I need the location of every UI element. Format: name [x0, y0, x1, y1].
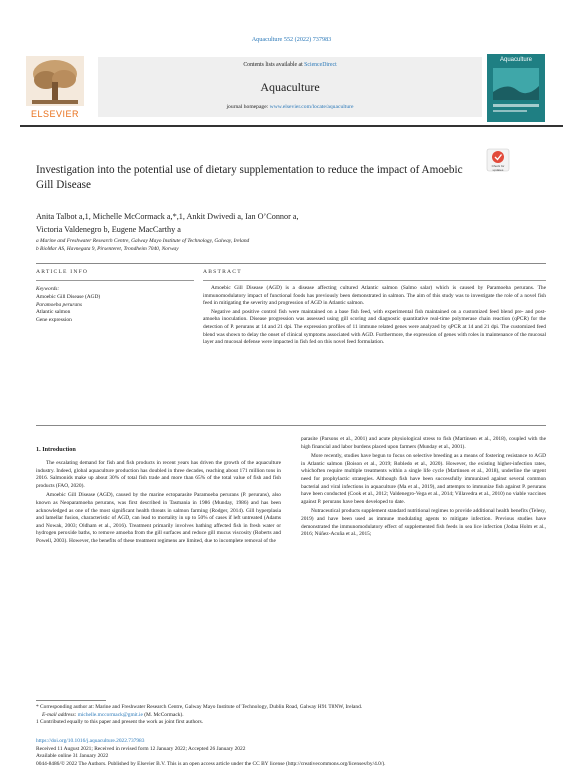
- introduction-heading: 1. Introduction: [36, 446, 76, 453]
- authors-line-2: Victoria Valdenegro b, Eugene MacCarthy a: [36, 225, 181, 234]
- email-link[interactable]: michelle.mccormack@gmit.ie: [77, 711, 143, 718]
- article-title: Investigation into the potential use of dietary supplementation to reduce the impact of Amoebic Gill Disease: [36, 164, 463, 191]
- keyword-item: Gene expression: [36, 316, 72, 323]
- abstract-body: [203, 285, 546, 348]
- check-for-updates-badge[interactable]: [486, 148, 510, 172]
- body-column-right: [301, 436, 546, 541]
- received-dates: Received 11 August 2021; Received in revised form 12 January 2022; Accepted 26 January 2022: [36, 745, 246, 752]
- elsevier-logo: [22, 54, 88, 122]
- keyword-item: Atlantic salmon: [36, 309, 71, 316]
- email-suffix: (M. McCormack).: [142, 711, 184, 718]
- journal-reference[interactable]: Aquaculture 552 (2022) 737983: [251, 36, 332, 43]
- body-column-left: [36, 460, 281, 548]
- intro-paragraph: More recently, studies have begun to focus on selective breeding as a means of fostering resistance to AGD in Atlantic salmon (Boison et al., 2019; Robledo et al., 2020). However, the existing higher-infection rates, whichoften require multiple treatments within a single life cycle (Martinsen et al., 2018), underline the urgent need for prophylactic strategies. Although fish have been successfully immunized against several common bacterial and viral infections in aquaculture (Ma et al., 2019), and attempts to immunize fish against P. perurans have been conducted (Cook et al., 2012; Valdenegro-Vega et al., 2014; Villavedra et al., 2010) no viable vaccines against P. perurans have been developed to date.: [301, 453, 546, 505]
- corresponding-author-note: * Corresponding author at: Marine and Freshwater Research Centre, Galway Mayo Institute of Technology, Dublin Road, Galway H91 T8NW, Ireland.: [36, 704, 363, 710]
- intro-paragraph: parasite (Parsons et al., 2001) and acute physiological stress to fish (Martinsen et al., 2018), coupled with the high financial and labor burdens placed upon farmers (Munday et al., 2001).: [301, 436, 546, 450]
- contents-line: [98, 62, 482, 68]
- affiliation-a: a Marine and Freshwater Research Centre, Galway Mayo Institute of Technology, Galway, Ireland: [36, 238, 250, 244]
- cover-title: Aquaculture: [499, 57, 533, 63]
- sciencedirect-link[interactable]: ScienceDirect: [304, 62, 337, 68]
- homepage-prefix: journal homepage:: [226, 104, 270, 110]
- affiliation-b: b BioMar AS, Havnegata 9, Pirsenteret, Trondheim 7040, Norway: [36, 245, 179, 252]
- keyword-item: Amoebic Gill Disease (AGD): [36, 294, 101, 300]
- cover-art-icon: [487, 54, 545, 122]
- journal-homepage: [98, 104, 482, 110]
- keyword-item: Paramoeba perurans: [36, 301, 82, 308]
- keywords-list: [36, 294, 194, 324]
- available-online: Available online 31 January 2022: [36, 753, 109, 760]
- abstract-paragraph-2: Negative and positive control fish were maintained on a base fish feed, with experimental fish maintained on a customized feed blend pre- and post-amoeba inoculation. Disease progression was assessed using gill scoring and diagnostic quantitative real-time polymerase chain reaction (qPCR) for the detection of P. perurans at 14 and 21 dpi. The expression profiles of 11 immune related genes were analyzed by qPCR at 14 and 21 dpi. The customized feed blend was shown to delay the onset of clinical symptoms associated with AGD. Furthermore, the expression of genes with roles in maintenance of the mucosal layer and mucosal defense were impacted in fish fed on this novel feed formulation.: [203, 308, 546, 346]
- header-divider: [20, 125, 563, 127]
- abstract-end-divider: [36, 425, 546, 426]
- authors-line-1: Anita Talbot a,1, Michelle McCormack a,*,1, Ankit Dwivedi a, Ian O’Connor a,: [36, 212, 299, 221]
- author-list: [36, 210, 506, 236]
- doi-link[interactable]: https://doi.org/10.1016/j.aquaculture.2022.737983: [36, 738, 145, 744]
- title-divider: [36, 263, 546, 264]
- intro-paragraph: The escalating demand for fish and fish products in recent years has driven the growth of the aquaculture industry. Indeed, global aquaculture production has doubled in three decades, reaching about 171 million tons in 2016. Salmonids make up about 30% of total fish trade and more than 65% of the total value of fish and fish products (FAO, 2020).: [36, 460, 281, 489]
- check-badge-label: Check for updates: [491, 164, 505, 172]
- email-prefix: E-mail address:: [42, 711, 78, 718]
- equal-contribution-note: 1 Contributed equally to this paper and present the work as joint first authors.: [36, 719, 204, 726]
- publication-info: [36, 738, 546, 768]
- journal-cover-image: [487, 54, 545, 122]
- info-divider: [36, 280, 194, 281]
- affiliations: [36, 238, 536, 253]
- intro-paragraph: Amoebic Gill Disease (AGD), caused by the marine ectoparasite Paramoeba perurans (P. perurans), also known as Neoparamoeba perurans, was first described in Tasmania in 1986 (Munday, 1986) and has been acknowledged as one of the most significant health threats in salmon farming (Rodger, 2014). Gill hyperplasia and lamellar fusion, characteristic of AGD, can lead to mortality in up to 50% of cases if left untreated (Adams and Nowak, 2003; Oldham et al., 2016). Treatment primarily involves bathing affected fish in fresh water or hydrogen peroxide baths, to remove amoeba from the gill surfaces and reduce gill mucus viscosity (Roberts and Powell, 2003). However, the benefits of these treatment regimens are limited, due to incomplete removal of the: [36, 492, 281, 544]
- license-statement: 0044-8486/© 2022 The Authors. Published by Elsevier B.V. This is an open access article under the CC BY license (http://creativecommons.org/licenses/by/4.0/).: [36, 760, 386, 767]
- abstract-paragraph-1: Amoebic Gill Disease (AGD) is a disease affecting cultured Atlantic salmon (Salmo salar) which is caused by Paramoeba perurans. The immunomodulatory impact of functional foods has previously been demonstrated in salmon. The aim of this study was to investigate the role of a novel fish feed in mitigating the severity and progression of AGD in Atlantic salmon.: [203, 285, 546, 307]
- article-info-heading: ARTICLE INFO: [36, 269, 89, 275]
- footnote-divider: [36, 700, 106, 701]
- keywords-title: Keywords:: [36, 286, 60, 292]
- homepage-link[interactable]: www.elsevier.com/locate/aquaculture: [269, 104, 354, 110]
- abstract-heading: ABSTRACT: [203, 269, 242, 275]
- publisher-name: ELSEVIER: [30, 109, 80, 119]
- journal-title: Aquaculture: [260, 80, 320, 94]
- footnotes: [36, 704, 546, 727]
- intro-paragraph: Nutraceutical products supplement standard nutritional regimes to provide additional health benefits (Telesy, 2019) and have been used as immune modulating agents to mitigate infection. Previous studies have demonstrated the immunomodulatory effect of supplemented fish feeds in sea lice infection (Jodaa Holm et al., 2016; Núñez-Acuña et al., 2015;: [301, 508, 546, 538]
- abstract-divider: [203, 280, 546, 281]
- contents-prefix: Contents lists available at: [243, 62, 305, 68]
